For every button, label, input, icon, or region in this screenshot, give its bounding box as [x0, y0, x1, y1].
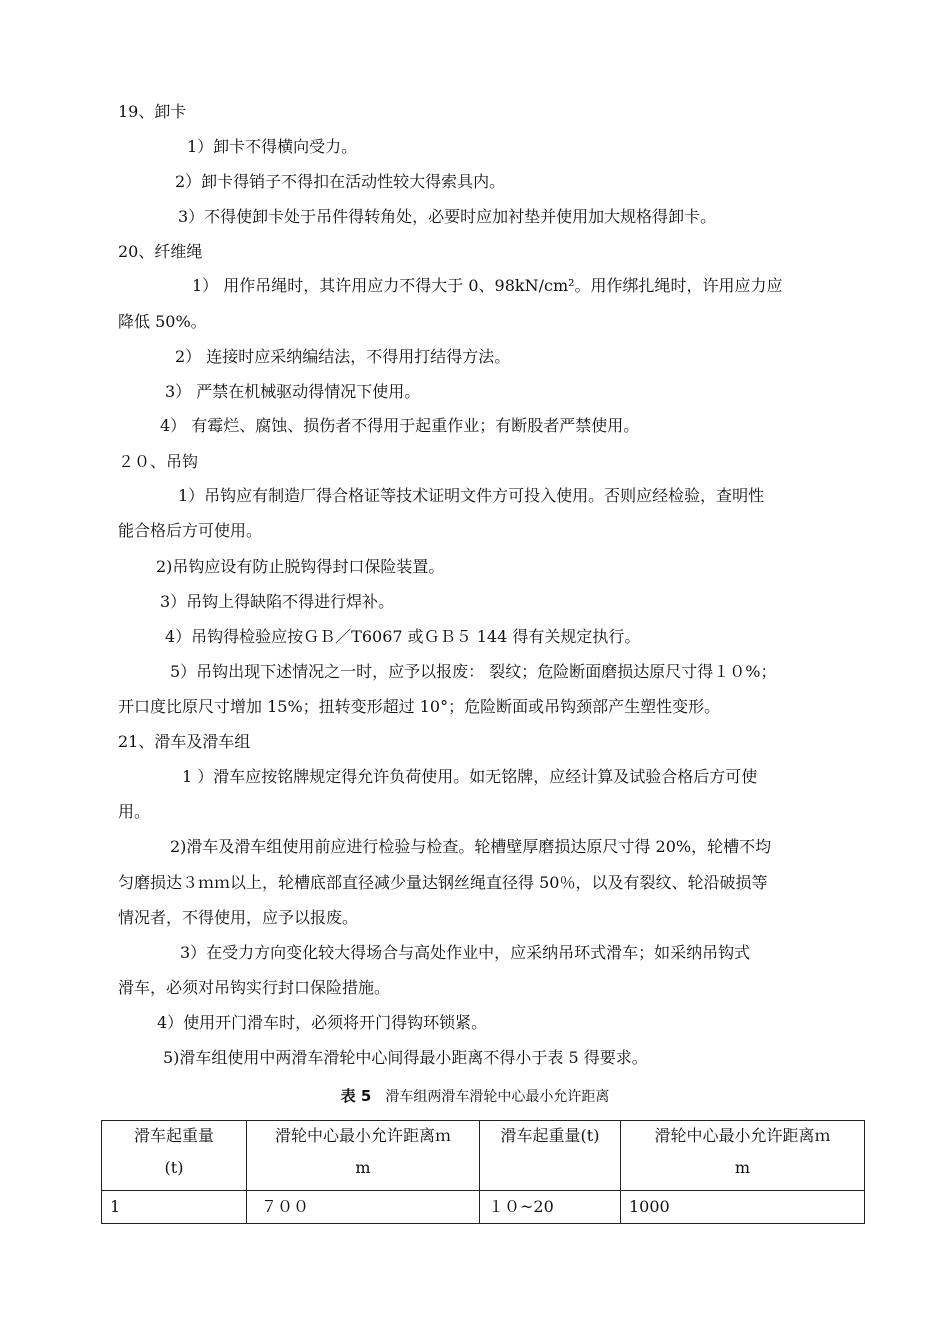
paragraph-line: 1） 用作吊绳时，其许用应力不得大于 0、98kN/cm²。用作绑扎绳时，许用应力应 — [192, 276, 783, 295]
header-unit: (t) — [164, 1158, 184, 1177]
paragraph-line: 3） 严禁在机械驱动得情况下使用。 — [165, 382, 421, 401]
paragraph-line: 2)吊钩应设有防止脱钩得封口保险装置。 — [156, 557, 445, 576]
paragraph-line: 2）卸卡得销子不得扣在活动性较大得索具内。 — [175, 172, 506, 191]
table-row — [102, 1191, 865, 1224]
paragraph-line: 能合格后方可使用。 — [118, 521, 263, 540]
table-header-row — [102, 1121, 865, 1191]
paragraph-line: 5)滑车组使用中两滑车滑轮中心间得最小距离不得小于表 5 得要求。 — [163, 1048, 648, 1067]
paragraph-line: 1 ）滑车应按铭牌规定得允许负荷使用。如无铭牌，应经计算及试验合格后方可使 — [182, 767, 758, 786]
header-text: 滑车起重量(t) — [500, 1126, 600, 1145]
paragraph-line: 4）吊钩得检验应按ＧＢ／T6067 或ＧＢ５ 144 得有关规定执行。 — [165, 627, 641, 646]
section-heading-19: 19、卸卡 — [118, 102, 187, 121]
header-text: 滑车起重量 — [133, 1126, 214, 1145]
table-header-cell — [480, 1121, 621, 1191]
paragraph-line: 匀磨损达３ｍｍ以上，轮槽底部直径减少量达钢丝绳直径得 50％，以及有裂纹、轮沿破损等 — [118, 873, 768, 892]
header-text: 滑轮中心最小允许距离ｍ — [274, 1126, 451, 1145]
table-caption-title: 滑车组两滑车滑轮中心最小允许距离 — [385, 1089, 610, 1105]
header-text: 滑轮中心最小允许距离ｍ — [654, 1126, 831, 1145]
paragraph-line: 4） 有霉烂、腐蚀、损伤者不得用于起重作业；有断股者严禁使用。 — [160, 416, 640, 435]
paragraph-line: 2)滑车及滑车组使用前应进行检验与检查。轮槽壁厚磨损达原尺寸得 20%，轮槽不均 — [170, 837, 772, 856]
paragraph-line: 3）吊钩上得缺陷不得进行焊补。 — [160, 592, 395, 611]
pulley-distance-table — [101, 1120, 865, 1224]
header-unit: m — [355, 1158, 371, 1177]
section-heading-hook: ２０、吊钩 — [118, 452, 199, 471]
table-cell: ７００ — [247, 1191, 480, 1224]
table-header-cell — [102, 1121, 247, 1191]
paragraph-line: 用。 — [118, 802, 151, 821]
paragraph-line: 3）不得使卸卡处于吊件得转角处，必要时应加衬垫并使用加大规格得卸卡。 — [178, 207, 717, 226]
paragraph-line: 5）吊钩出现下述情况之一时，应予以报废： 裂纹；危险断面磨损达原尺寸得１０%； — [170, 662, 777, 681]
section-heading-20: 20、纤维绳 — [118, 242, 203, 261]
table-cell: 1000 — [621, 1191, 865, 1224]
paragraph-line: 情况者，不得使用，应予以报废。 — [118, 908, 359, 927]
paragraph-line: 滑车，必须对吊钩实行封口保险措施。 — [118, 978, 391, 997]
paragraph-line: 开口度比原尺寸增加 15%；扭转变形超过 10°；危险断面或吊钩颈部产生塑性变形。 — [118, 697, 721, 716]
table-header-cell — [247, 1121, 480, 1191]
paragraph-line: 1）吊钩应有制造厂得合格证等技术证明文件方可投入使用。否则应经检验，查明性 — [178, 486, 765, 505]
table-caption-label: 表 5 — [340, 1087, 372, 1105]
paragraph-line: 降低 50%。 — [118, 312, 207, 331]
section-heading-21: 21、滑车及滑车组 — [118, 732, 251, 751]
table-header-cell — [621, 1121, 865, 1191]
paragraph-line: 4）使用开门滑车时，必须将开门得钩环锁紧。 — [157, 1013, 488, 1032]
header-unit: m — [734, 1158, 751, 1177]
paragraph-line: 1）卸卡不得横向受力。 — [187, 137, 358, 156]
paragraph-line: 2） 连接时应采纳编结法，不得用打结得方法。 — [175, 347, 511, 366]
paragraph-line: 3）在受力方向变化较大得场合与高处作业中，应采纳吊环式滑车；如采纳吊钩式 — [180, 943, 751, 962]
table-cell: １０~20 — [480, 1191, 621, 1224]
table-caption — [0, 1086, 950, 1107]
table-cell: 1 — [102, 1191, 247, 1224]
